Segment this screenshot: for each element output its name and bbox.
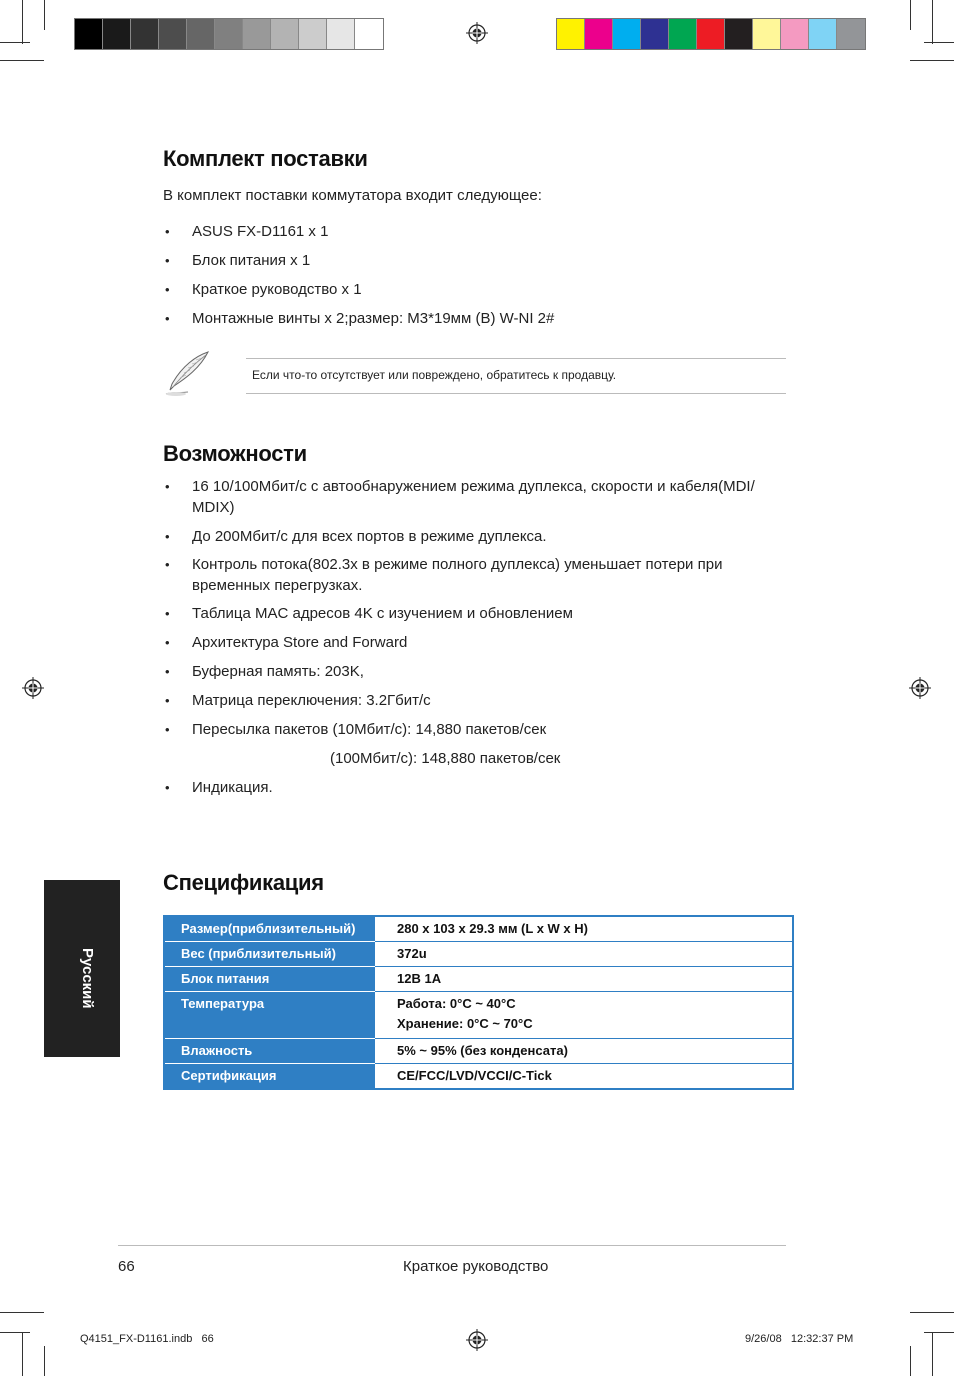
color-swatch — [131, 19, 159, 49]
note-box — [246, 358, 786, 394]
crop-mark — [44, 1346, 45, 1376]
list-item: • 16 10/100Мбит/с с автообнаружением режима дуплекса, скорости и кабеля(MDI/ MDIX) — [163, 476, 763, 518]
spec-key: Влажность — [164, 1039, 375, 1064]
crop-mark — [22, 1332, 23, 1376]
list-item: • ASUS FX-D1161 x 1 — [163, 221, 763, 242]
color-swatch — [271, 19, 299, 49]
crop-mark — [22, 0, 23, 44]
spec-key: Блок питания — [164, 967, 375, 992]
table-row — [164, 916, 793, 942]
slug-timestamp: 9/26/08 12:32:37 PM — [745, 1333, 854, 1345]
table-row — [164, 942, 793, 967]
color-swatch — [243, 19, 271, 49]
list-item: • Архитектура Store and Forward — [163, 632, 763, 653]
crop-mark — [0, 1332, 30, 1333]
spec-key: Температура — [164, 992, 375, 1039]
spec-value: 280 x 103 x 29.3 мм (L x W x H) — [375, 916, 793, 942]
crop-mark — [924, 42, 954, 43]
spec-value: 12В 1А — [375, 967, 793, 992]
spec-value: 5% ~ 95% (без конденсата) — [375, 1039, 793, 1064]
color-swatch — [669, 19, 697, 49]
color-swatch — [75, 19, 103, 49]
specification-table — [163, 915, 794, 1090]
crop-mark — [0, 42, 30, 43]
section-title-specifications: Спецификация — [163, 870, 324, 895]
spec-value — [375, 992, 793, 1039]
spec-key: Сертификация — [164, 1064, 375, 1090]
color-swatch — [725, 19, 753, 49]
features-list — [163, 476, 763, 798]
spec-key: Размер(приблизительный) — [164, 916, 375, 942]
list-item: • Краткое руководство x 1 — [163, 279, 763, 300]
color-swatch — [781, 19, 809, 49]
crop-mark — [932, 1332, 933, 1376]
color-swatch — [159, 19, 187, 49]
color-swatch — [809, 19, 837, 49]
color-swatch — [613, 19, 641, 49]
package-intro-text: В комплект поставки коммутатора входит следующее: — [163, 187, 542, 204]
process-color-bar — [556, 18, 866, 50]
list-item-continuation: (100Мбит/с): 148,880 пакетов/сек — [330, 750, 561, 767]
page-number: 66 — [118, 1258, 135, 1275]
color-swatch — [187, 19, 215, 49]
list-item: • Индикация. — [163, 777, 763, 798]
grayscale-color-bar — [74, 18, 384, 50]
list-item: • До 200Мбит/с для всех портов в режиме дуплекса. — [163, 526, 763, 547]
section-title-package-contents: Комплект поставки — [163, 146, 368, 171]
crop-mark — [0, 60, 44, 61]
list-item: • Пересылка пакетов (10Мбит/с): 14,880 пакетов/сек — [163, 719, 763, 740]
crop-mark — [0, 1312, 44, 1313]
table-row — [164, 967, 793, 992]
table-row — [164, 992, 793, 1039]
note-text: Если что-то отсутствует или повреждено, обратитесь к продавцу. — [252, 368, 617, 382]
crop-mark — [932, 0, 933, 44]
color-swatch — [327, 19, 355, 49]
footer-title: Краткое руководство — [403, 1258, 549, 1275]
quill-pen-icon — [162, 350, 212, 398]
crop-mark — [910, 60, 954, 61]
list-item: • Монтажные винты x 2;размер: M3*19мм (B) W-NI 2# — [163, 308, 763, 329]
registration-mark-icon — [466, 1329, 488, 1351]
spec-value: 372u — [375, 942, 793, 967]
spec-value: CE/FCC/LVD/VCCI/C-Tick — [397, 1068, 552, 1083]
crop-mark — [44, 0, 45, 30]
color-swatch — [585, 19, 613, 49]
footer-divider — [118, 1245, 786, 1246]
color-swatch — [299, 19, 327, 49]
registration-mark-icon — [22, 677, 44, 699]
slug-filename: Q4151_FX-D1161.indb 66 — [80, 1333, 214, 1345]
list-item: • Матрица переключения: 3.2Гбит/с — [163, 690, 763, 711]
list-item: • Блок питания x 1 — [163, 250, 763, 271]
color-swatch — [753, 19, 781, 49]
list-item: • Буферная память: 203K, — [163, 661, 763, 682]
color-swatch — [641, 19, 669, 49]
color-swatch — [557, 19, 585, 49]
crop-mark — [910, 0, 911, 30]
registration-mark-icon — [909, 677, 931, 699]
registration-mark-icon — [466, 22, 488, 44]
crop-mark — [924, 1332, 954, 1333]
color-swatch — [103, 19, 131, 49]
color-swatch — [697, 19, 725, 49]
color-swatch — [355, 19, 383, 49]
table-row — [164, 1064, 793, 1090]
package-contents-list — [163, 221, 763, 329]
crop-mark — [910, 1346, 911, 1376]
spec-key: Вес (приблизительный) — [164, 942, 375, 967]
crop-mark — [910, 1312, 954, 1313]
section-title-features: Возможности — [163, 441, 307, 466]
spec-value-line: Работа: 0°C ~ 40°C — [397, 996, 516, 1011]
color-swatch — [215, 19, 243, 49]
color-swatch — [837, 19, 865, 49]
list-item: • Контроль потока(802.3x в режиме полного дуплекса) уменьшает потери при временных перегрузках. — [163, 554, 763, 596]
language-side-tab — [44, 880, 120, 1057]
table-row — [164, 1039, 793, 1064]
side-tab-label: Русский — [79, 948, 96, 1009]
spec-value-line: Хранение: 0°C ~ 70°C — [397, 1016, 533, 1031]
list-item: • Таблица MAC адресов 4K с изучением и обновлением — [163, 603, 763, 624]
